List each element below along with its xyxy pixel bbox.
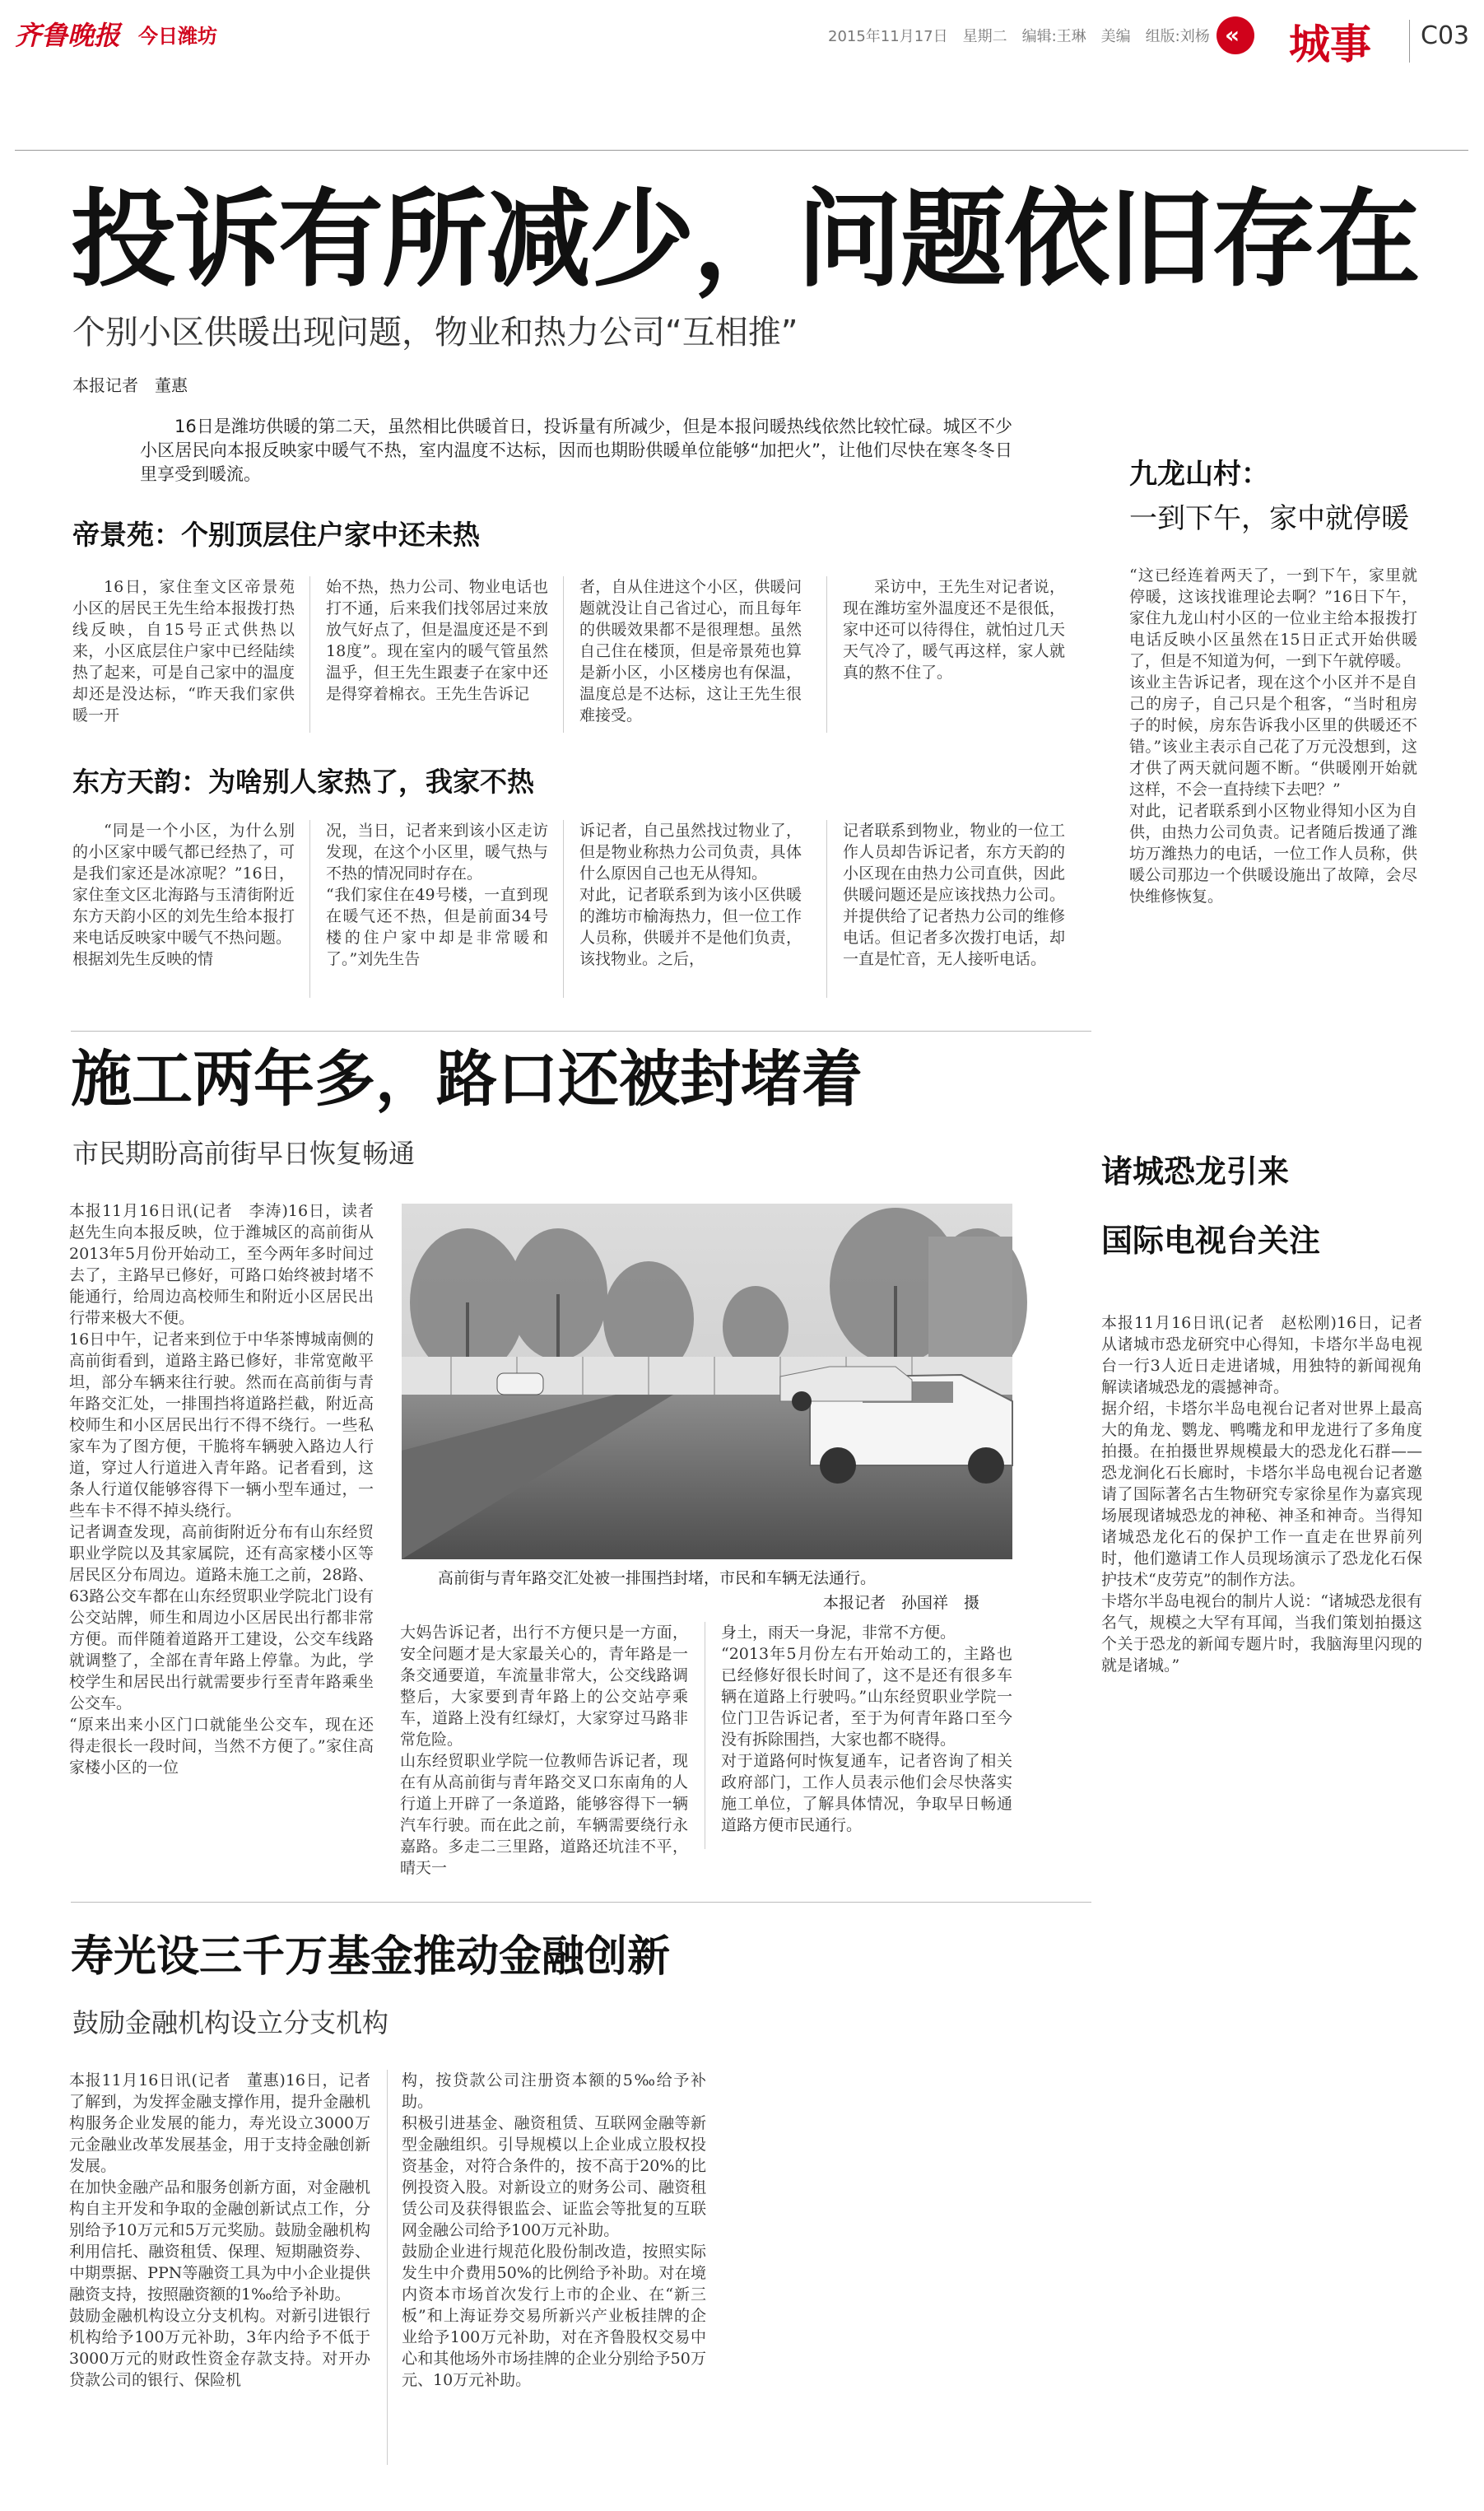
article3-subheadline: 鼓励金融机构设立分支机构 [72,2007,389,2038]
article1-subheadline: 个别小区供暖出现问题，物业和热力公司“互相推” [72,314,798,352]
photo-caption: 高前街与青年路交汇处被一排围挡封堵，市民和车辆无法通行。 [438,1569,877,1587]
article1-section2-col4: 记者联系到物业，物业的一位工作人员却告诉记者，东方天韵的小区现在由热力公司直供，因此供暖问题还是应该找热力公司。并提供给了记者热力公司的维修电话。但记者多次拨打电话，却一直是忙音，无人接听电话。 [843,822,1065,968]
street-photo-graphic [402,1204,1012,1559]
masthead-rule [15,150,1468,151]
photo-credit: 本报记者 孙国祥 摄 [823,1594,980,1612]
section-arrow-glyph: « [1225,21,1240,49]
sidebar2-body: 本报11月16日讯(记者 赵松刚)16日，记者从诸城市恐龙研究中心得知，卡塔尔半岛电视台一行3人近日走进诸城，用独特的新闻视角解读诸城恐龙的震撼神奇。 据介绍，卡塔尔半岛电视台记者对世界上最高大的角龙、鹦龙、鸭嘴龙和甲龙进行了多角度拍摄。在拍摄世界规模最大的恐龙化石群——恐龙涧化石长廊时，卡塔尔半岛电视台记者邀请了国际著名古生物研究专家徐星作为嘉宾现场展现诸城恐龙的神秘、神圣和神奇。当得知诸城恐龙化石的保护工作一直走在世界前列时，他们邀请工作人员现场演示了恐龙化石保护技术“皮劳克”的制作方法。 卡塔尔半岛电视台的制片人说：“诸城恐龙很有名气，规模之大罕有耳闻，当我们策划拍摄这个关于恐龙的新闻专题片时，我脑海里闪现的就是诸城。” [1101,1314,1422,1675]
article1-section1-col4: 采访中，王先生对记者说，现在潍坊室外温度还不是很低，家中还可以待得住，就怕过几天天气冷了，暖气再这样，家人就真的熬不住了。 [843,578,1065,682]
section-title: 城事 [1289,21,1371,68]
article1-byline: 本报记者 董惠 [72,375,188,395]
col-divider [826,576,827,733]
article3-col2: 构，按贷款公司注册资本额的5‰给予补助。 积极引进基金、融资租赁、互联网金融等新型金融组织。引导规模以上企业成立股权投资基金，对符合条件的，按不高于20%的比例投资入股。对新设立的财务公司、融资租赁公司及获得银监会、证监会等批复的互联网金融公司给予100万元补助。 鼓励企业进行规范化股份制改造，按照实际发生中介费用50%的比例给予补助。对在境内资本市场首次发行上市的企业、在“新三板”和上海证券交易所新兴产业板挂牌的企业给予100万元补助，对在齐鲁股权交易中心和其他场外市场挂牌的企业分别给予50万元、10万元补助。 [402,2071,706,2389]
article3-headline: 寿光设三千万基金推动金融创新 [71,1932,671,1982]
section-rule [71,1902,1091,1903]
page-number: C03 [1421,21,1470,50]
article2-col2: 大妈告诉记者，出行不方便只是一方面，安全问题才是大家最关心的，青年路是一条交通要道，车流量非常大，公交线路调整后，大家要到青年路上的公交站亭乘车，道路上没有红绿灯，大家穿过马路非常危险。 山东经贸职业学院一位教师告诉记者，现在有从高前街与青年路交叉口东南角的人行道上开辟了一条道路，能够容得下一辆汽车行驶。而在此之前，车辆需要绕行永嘉路。多走二三里路，道路还坑洼不平，晴天一 [400,1624,688,1877]
col-divider [309,820,310,998]
sidebar1-title-line2: 一到下午，家中就停暖 [1129,502,1409,535]
col-divider [563,820,564,998]
col-divider [826,820,827,998]
issue-meta: 2015年11月17日 星期二 编辑:王琳 美编 组版:刘杨 [828,28,1210,45]
article1-section2-col1: “同是一个小区，为什么别的小区家中暖气都已经热了，可是我们家还是冰凉呢？”16日，家住奎文区北海路与玉清街附近东方天韵小区的刘先生给本报打来电话反映家中暖气不热问题。 根据刘先生反映的情 [72,822,295,968]
article1-section1-col3: 者，自从住进这个小区，供暖问题就没让自己省过心，而且每年的供暖效果都不是很理想。虽然自己住在楼顶，但是帝景苑也算是新小区，小区楼房也有保温，温度总是不达标，这让王先生很难接受。 [579,578,802,724]
article2-headline: 施工两年多，路口还被封堵着 [71,1044,863,1115]
article1-headline: 投诉有所减少，问题依旧存在 [71,179,1420,301]
article3-col1: 本报11月16日讯(记者 董惠)16日，记者了解到，为发挥金融支撑作用，提升金融机构服务企业发展的能力，寿光设立3000万元金融业改革发展基金，用于支持金融创新发展。 在加快金融产品和服务创新方面，对金融机构自主开发和争取的金融创新试点工作，分别给予10万元和5万元奖励。鼓励金融机构利用信托、融资租赁、保理、短期融资券、中期票据、PPN等融资工具为中小企业提供融资支持，按照融资额的1‰给予补助。 鼓励金融机构设立分支机构。对新引进银行机构给予100万元补助，3年内给予不低于3000万元的财政性资金存款支持。对开办贷款公司的银行、保险机 [69,2071,370,2389]
article1-section2-col3: 诉记者，自己虽然找过物业了，但是物业称热力公司负责，具体什么原因自己也无从得知。 对此，记者联系到为该小区供暖的潍坊市榆海热力，但一位工作人员称，供暖并不是他们负责，该找物业。之后， [579,822,802,968]
col-divider [309,576,310,733]
sidebar2-title-line2: 国际电视台关注 [1101,1223,1321,1259]
article2-col1: 本报11月16日讯(记者 李涛)16日，读者赵先生向本报反映，位于潍城区的高前街从2013年5月份开始动工，至今两年多时间过去了，主路早已修好，可路口始终被封堵不能通行，给周边高校师生和附近小区居民出行带来极大不便。 16日中午，记者来到位于中华茶博城南侧的高前街看到，道路主路已修好，非常宽敞平坦，部分车辆来往行驶。然而在高前街与青年路交汇处，一排围挡将道路拦截，附近高校师生和小区居民出行不得不绕行。一些私家车为了图方便，干脆将车辆驶入路边人行道，穿过人行道进入青年路。记者看到，这条人行道仅能够容得下一辆小型车通过，一些车卡不得不掉头绕行。 记者调查发现，高前街附近分布有山东经贸职业学院以及其家属院，还有高家楼小区等居民区分布周边。道路未施工之前，28路、63路公交车都在山东经贸职业学院北门设有公交站牌，师生和周边小区居民出行都非常方便。而伴随着道路开工建设，公交车线路就调整了，全部在青年路上停靠。为此，学校学生和居民出行就需要步行至青年路乘坐公交车。 “原来出来小区门口就能坐公交车，现在还得走很长一段时间，当然不方便了。”家住高家楼小区的一位 [69,1202,374,1777]
article1-section1-col2: 始不热，热力公司、物业电话也打不通，后来我们找邻居过来放放气好点了，但是温度还是不到18度”。现在室内的暖气管虽然温乎，但王先生跟妻子在家中还是得穿着棉衣。王先生告诉记 [326,578,548,703]
masthead-divider [1409,20,1410,63]
article1-section2-col2: 况，当日，记者来到该小区走访发现，在这个小区里，暖气热与不热的情况同时存在。 “我们家住在49号楼，一直到现在暖气还不热，但是前面34号楼的住户家中却是非常暖和了。”刘先生告 [326,822,548,968]
article1-section1-title: 帝景苑：个别顶层住户家中还未热 [72,519,480,551]
sidebar1-title-line1: 九龙山村： [1129,458,1269,491]
article1-lead: 16日是潍坊供暖的第二天，虽然相比供暖首日，投诉量有所减少，但是本报问暖热线依然比较忙碌。城区不少小区居民向本报反映家中暖气不热，室内温度不达标，因而也期盼供暖单位能够“加把火”，让他们尽快在寒冬冬日里享受到暖流。 [140,417,1012,484]
paper-logo: 齐鲁晚报 [15,20,121,51]
article2-photo [402,1204,1012,1559]
article2-col3: 身土，雨天一身泥，非常不方便。 “2013年5月份左右开始动工的，主路也已经修好很长时间了，这不是还有很多车辆在道路上行驶吗。”山东经贸职业学院一位门卫告诉记者，至于为何青年路口至今没有拆除围挡，大家也都不晓得。 对于道路何时恢复通车，记者咨询了相关政府部门，工作人员表示他们会尽快落实施工单位，了解具体情况，争取早日畅通道路方便市民通行。 [721,1624,1012,1834]
article1-section1-col1: 16日，家住奎文区帝景苑小区的居民王先生给本报拨打热线反映，自15号正式供热以来，小区底层住户家中已经陆续热了起来，可是自己家中的温度却还是没达标，“昨天我们家供暖一开 [72,578,295,724]
edition-label: 今日潍坊 [138,25,217,48]
masthead [0,0,1484,82]
article1-section2-title: 东方天韵：为啥别人家热了，我家不热 [72,766,534,798]
col-divider [387,2070,388,2465]
col-divider [563,576,564,733]
sidebar2-title-line1: 诸城恐龙引来 [1101,1153,1290,1190]
sidebar1-body: “这已经连着两天了，一到下午，家里就停暖，这该找谁理论去啊？”16日下午，家住九龙山村小区的一位业主给本报拨打电话反映小区虽然在15日正式开始供暖了，但是不知道为何，一到下午就停暖。 该业主告诉记者，现在这个小区并不是自己的房子，自己只是个租客，“当时租房子的时候，房东告诉我小区里的供暖还不错。”该业主表示自己花了万元没想到，这才供了两天就问题不断。“供暖刚开始就这样，不会一直持续下去吧？” 对此，记者联系到小区物业得知小区为自供，由热力公司负责。记者随后拨通了潍坊万潍热力的电话，一位工作人员称，供暖公司那边一个供暖设施出了故障，会尽快维修恢复。 [1129,566,1417,906]
section-rule [71,1031,1091,1032]
article2-subheadline: 市民期盼高前街早日恢复畅通 [72,1138,416,1169]
